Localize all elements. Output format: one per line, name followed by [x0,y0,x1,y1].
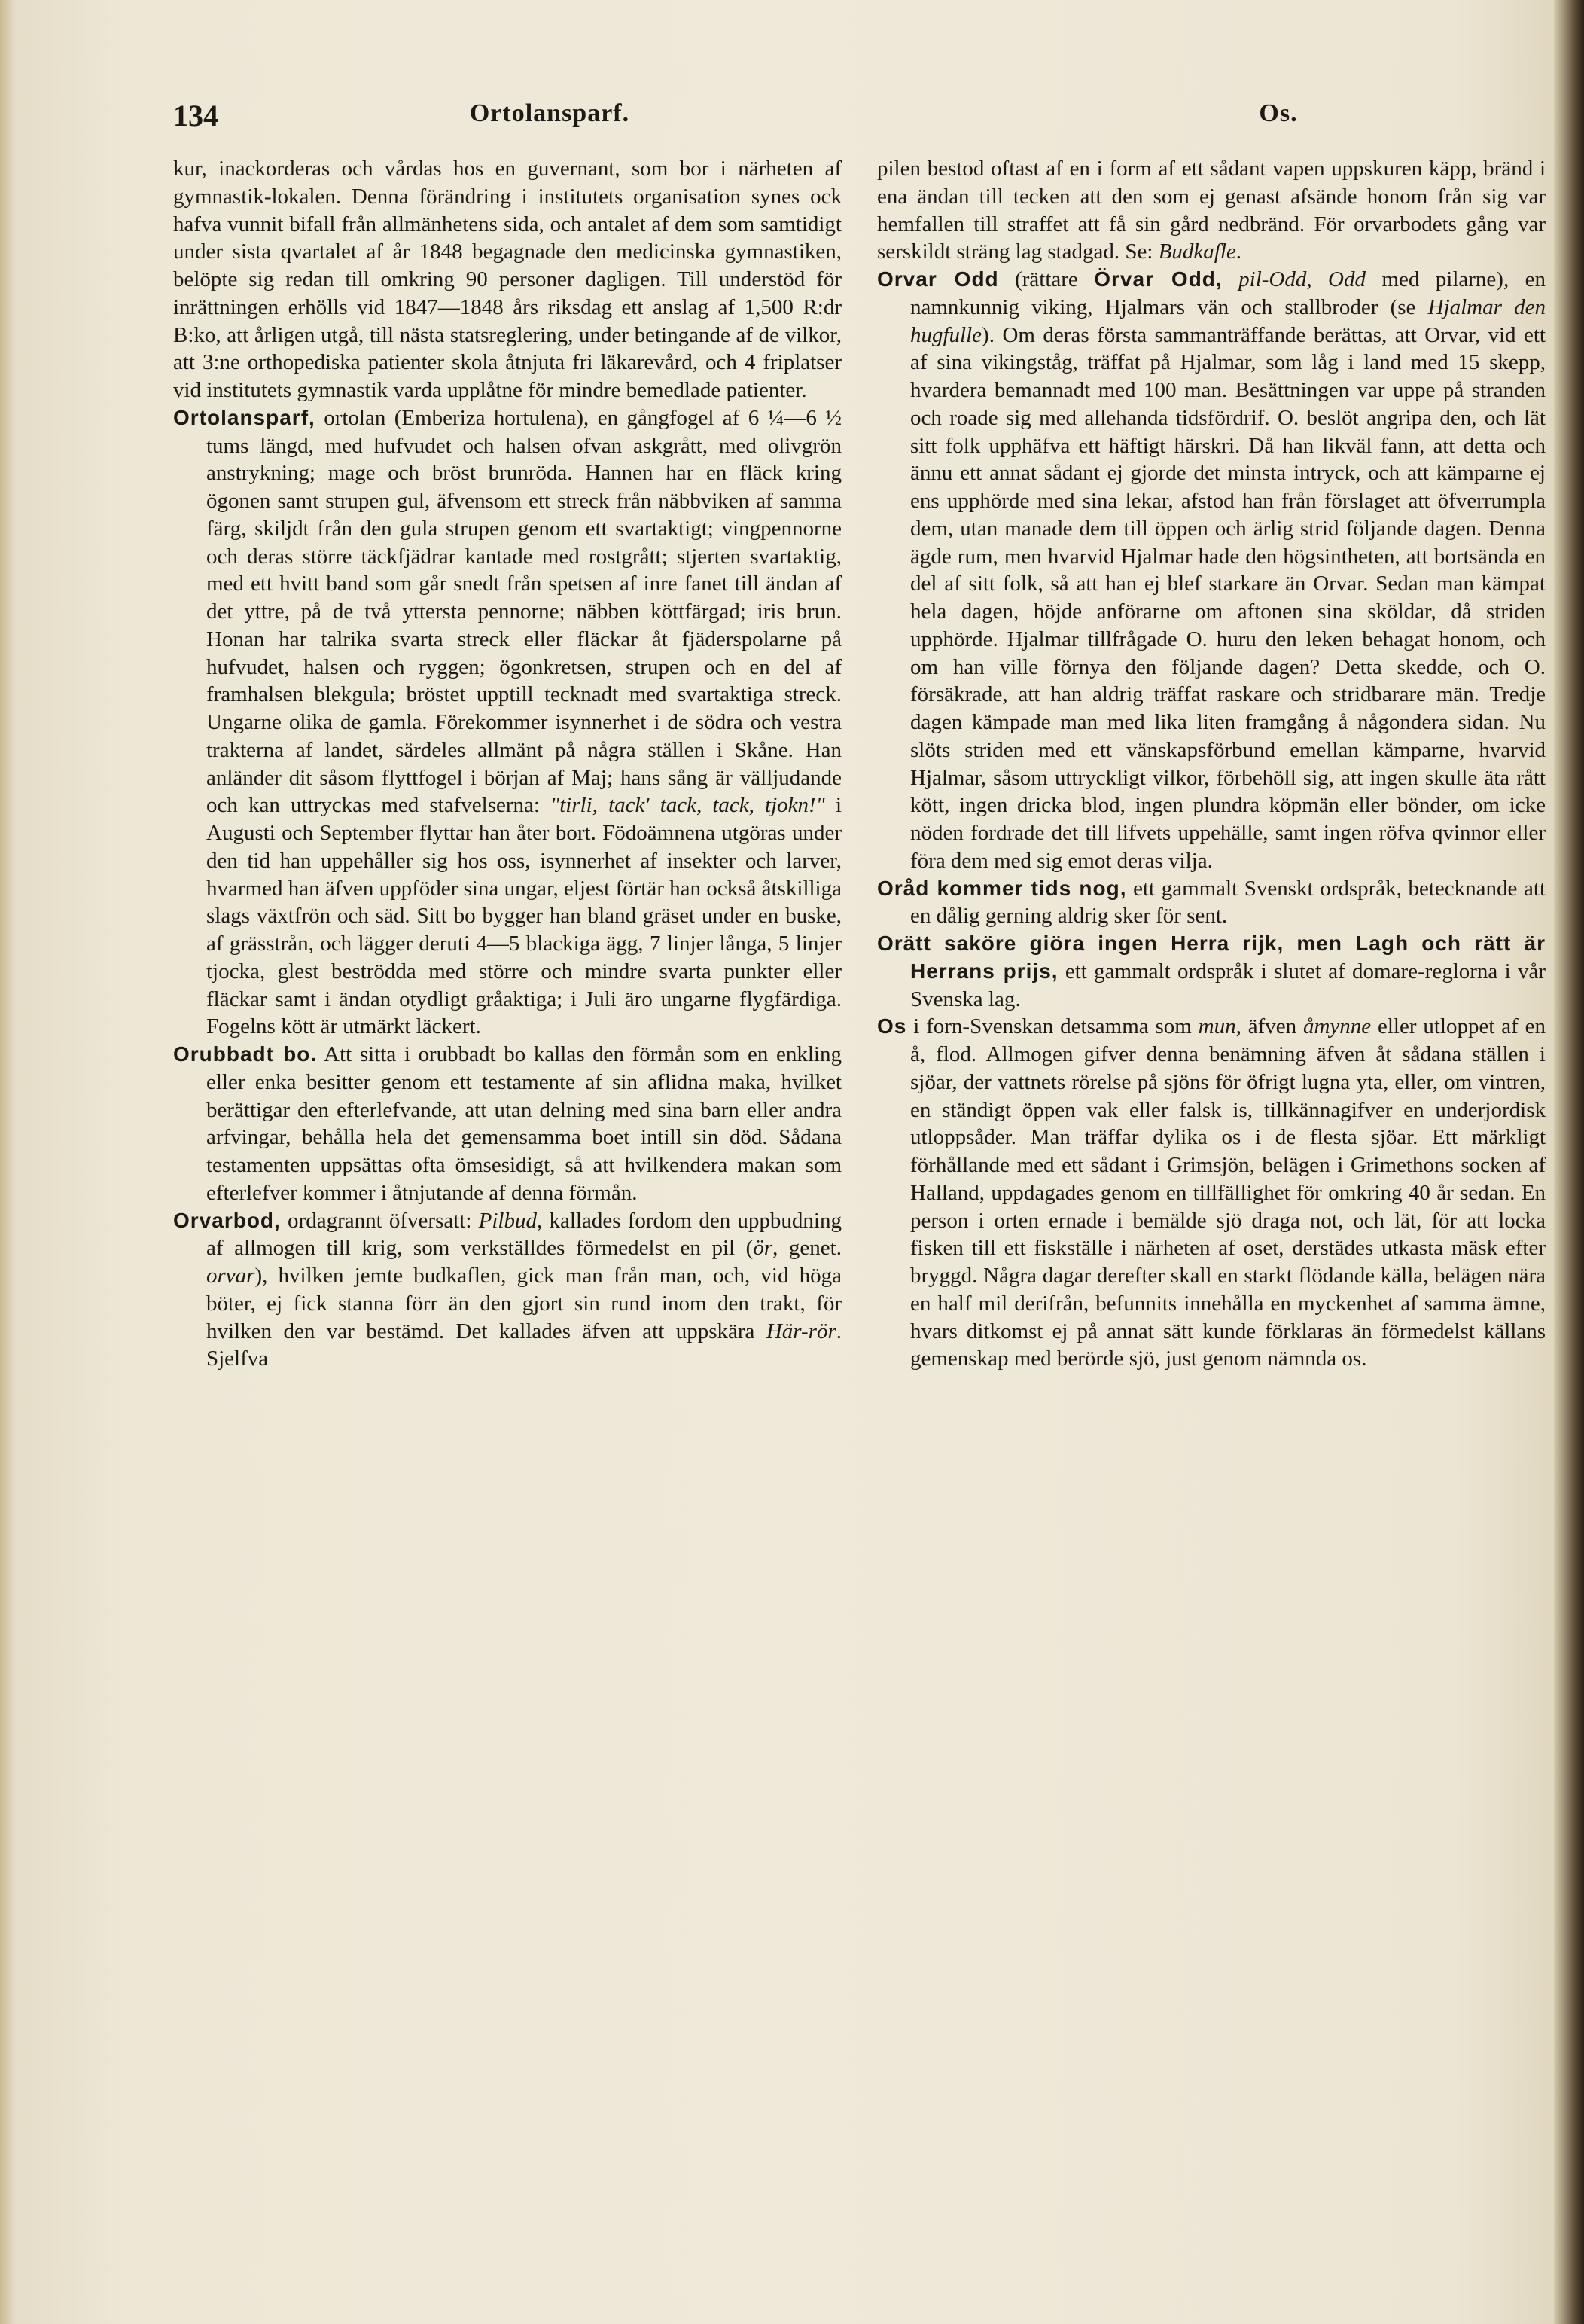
entry-italic: Budkafle [1158,239,1236,264]
entry-headword: Orubbadt bo. [173,1042,318,1066]
entry-headword: Orvar Odd [877,267,999,291]
entry-oratt-sakore [877,930,1546,1013]
entry-body: med pilarne), en namnkunnig viking, Hjalmars vän och stallbroder (se [910,267,1546,319]
page-number: 134 [173,99,218,133]
entry-italic: mun [1198,1014,1236,1039]
entry-body: eller utloppet af en å, flod. Allmogen gifver denna benämning äfven åt sådana ställen i sjöar, der vattnets rörelse på sjöns för öfrigt lugna yta, eller, om vintren, en ständigt öppen vak eller falsk is, tillkännagifver en underjordisk utloppsåder. Man träffar dylika os i de flesta sjöar. Ett märkligt förhållande med ett sådant i Grimsjön, belägen i Grimethons socken af Halland, uppdagades genom en tillfällighet för omkring 40 år sedan. En person i orten ernade i bemälde sjö draga not, och lät, för att locka fisken till ett fiskställe i närheten af oset, derstädes utkasta mäsk efter bryggd. Några dagar derefter skall en starkt flödande källa, belägen nära en half mil derifrån, befunnits innehålla en myckenhet af samma ämne, hvars ditkomst ej på annat sätt kunde förklaras än förmedelst källans gemenskap med berörde sjö, just genom nämnda os. [910,1014,1546,1371]
entry-alt-headword: Örvar Odd, [1094,267,1223,291]
entry-body: ett gammalt Svenskt ordspråk, betecknande att en dålig gerning aldrig sker för sent. [910,876,1546,929]
entry-italic: ör [753,1236,773,1261]
entry-ortolansparf [173,404,842,1041]
right-running-headword: Os. [1259,99,1298,127]
continuation-text [877,155,1546,266]
entry-headword: Orätt saköre giöra ingen Herra rijk, men Lagh och rätt är Herrans prijs, [877,932,1546,983]
entry-headword: Ortolansparf, [173,405,315,429]
continuation-text [173,155,842,404]
entry-italic: Pilbud [478,1208,537,1233]
page-left-edge [0,0,15,2324]
entry-italic: Hjalmar den hugfulle [910,294,1546,347]
entry-italic: pil-Odd [1238,267,1307,291]
entry-italic: "tirli, tack' tack, tack, tjokn!" [550,793,825,818]
entry-body: , [1306,267,1329,291]
entry-body: , äfven [1235,1014,1303,1039]
entry-orvarbod [173,1207,842,1374]
entry-orvar-odd [877,266,1546,875]
book-binding-edge [1554,0,1584,2324]
entry-body [1223,267,1238,291]
entry-italic: Odd [1328,267,1366,291]
entry-body: ), hvilken jemte budkaflen, gick man från man, och, vid höga böter, ej fick stanna förr än den gjort sin rund inom den trakt, för hvilken den var bestämd. Det kallades äfven att uppskära [206,1264,842,1343]
entry-body: . [1235,239,1242,264]
entry-italic: åmynne [1302,1014,1372,1039]
entry-italic: orvar [206,1264,255,1288]
entry-body: pilen bestod oftast af en i form af ett sådant vapen uppskuren käpp, bränd i ena ändan till tecken att den som ej genast afsände honom från sig var hemfallen till straffet att få sin gård nedbränd. För orvarbodets gång var serskildt sträng lag stadgad. Se: [877,157,1546,264]
entry-italic: Här-rör [766,1319,836,1343]
entry-orad-kommer [877,875,1546,931]
entry-body: ). Om deras första sammanträffande berättas, att Orvar, vid ett af sina vikingståg, träffat på Hjalmar, som låg i land med 15 skepp, hvardera bemannadt med 100 man. Besättningen var uppe på stranden och roade sig med allehanda tidsfördrif. O. beslöt angripa den, och lät sitt folk upphäfva ett häftigt härskri. Då han likväl fann, att detta och ännu ett annat sådant ej gjorde det minsta intryck, och att kämparne ej ens upphörde med sina lekar, afstod han från förslaget att öfverrumpla dem, utan manade dem till öppen och ärlig strid följande dagen. Denna ägde rum, men hvarvid Hjalmar hade den högsintheten, att bortsända en del af sitt folk, så att han ej blef starkare än Orvar. Sedan man kämpat hela dagen, höjde anförarne om aftonen sina sköldar, då striden upphörde. Hjalmar tillfrågade O. huru den leken behagat honom, och om han ville förnya den följande dagen? Detta skedde, och O. försäkrade, att han aldrig träffat raskare och stridbarare män. Tredje dagen kämpade man med lika liten framgång å någondera sidan. Nu slöts striden med ett vänskapsförbund emellan kämparne, hvarvid Hjalmar, såsom uttryckligt vilkor, förbehöll sig, att ingen skulle äta rått kött, ingen dricka blod, ingen plundra köpmän eller bönder, om icke nöden fordrade det till lifvets uppehälle, samt ingen röfva qvinnor eller föra dem med sig emot deras vilja. [910,322,1546,873]
left-running-headword: Ortolansparf. [469,99,630,127]
entry-body: . Sjelfva [206,1319,842,1371]
entry-body: i forn-Svenskan detsamma som [906,1014,1199,1039]
entry-orubbadt-bo [173,1041,842,1207]
entry-headword: Oråd kommer tids nog, [877,876,1127,900]
entry-body: (rättare [998,267,1095,291]
entry-body: ett gammalt ordspråk i slutet af domare-reglorna i vår Svenska lag. [910,959,1546,1011]
entry-body: , kallades fordom den uppbudning af allmogen till krig, som verkställdes förmedelst en pil ( [206,1208,842,1261]
entry-body: Att sitta i orubbadt bo kallas den förmån som en enkling eller enka besitter genom ett testamente af sin aflidna maka, hvilket berättigar den efterlefvande, att utan delning med sina barn eller andra arfvingar, behålla hela det gemensamma boet intill sin död. Sådana testamenten uppsättas ofta ömsesidigt, så att hvilkendera makan som efterlefver kommer i åtnjutande af denna förmån. [206,1042,842,1205]
entry-body: kur, inackorderas och vårdas hos en guvernant, som bor i närheten af gymnastik-lokalen. Denna förändring i institutets organisation synes ock hafva vunnit bifall från allmänhetens sida, och antalet af dem som samtidigt under sista qvartalet af år 1848 begagnade den medicinska gymnastiken, belöpte sig redan till omkring 90 personer dagligen. Till understöd för inrättningen erhölls vid 1847—1848 års riksdag ett anslag af 1,500 R:dr B:ko, att årligen utgå, till nästa statsreglering, under betingande af de vilkor, att 3:ne orthopediska patienter skola åtnjuta fri läkarevård, och 4 friplatser vid institutets gymnastik varda upplåtne för mindre bemedlade patienter. [173,157,842,402]
entry-os [877,1013,1546,1373]
right-column [877,155,1546,1373]
running-header [173,98,1540,143]
entry-body: ordagrannt öfversatt: [280,1208,479,1233]
entry-body: , genet. [772,1236,842,1261]
entry-headword: Orvarbod, [173,1208,281,1232]
left-column [173,155,842,1373]
entry-body: i Augusti och September flyttar han åter bort. Födoämnena utgöras under den tid han uppehåller sig hos oss, isynnerhet af insekter och larver, hvarmed han äfven uppföder sina ungar, eljest förtär han också åtskilliga slags växtfrön och säd. Sitt bo bygger han bland gräset under en buske, af grässtrån, och lägger deruti 4—5 blackiga ägg, 7 linjer långa, 5 linjer tjocka, glest beströdda med större och mindre svarta punkter eller fläckar samt i ändan otydligt gråaktiga; i Juli äro ungarne flygfärdiga. Fogelns kött är utmärkt läckert. [206,793,842,1039]
entry-headword: Os [877,1014,907,1038]
entry-body: ortolan (Emberiza hortulena), en gångfogel af 6 ¼—6 ½ tums längd, med hufvudet och halsen ofvan askgrått, med olivgrön anstrykning; mage och bröst brunröda. Hannen har en fläck kring ögonen samt strupen gul, äfvensom ett streck från näbbviken af samma färg, skiljdt från den gula strupen genom ett svartaktigt; vingpennorne och deras större täckfjädrar kantade med rostgrått; stjerten svartaktig, med ett hvitt band som går snedt från spetsen af inre fanet till ändan af det yttre, på de två yttersta pennorne; näbben köttfärgad; iris brun. Honan har talrika svarta streck eller fläckar åt fjäderspolarne på hufvudet, halsen och ryggen; ögonkretsen, strupen och en del af framhalsen blekgula; bröstet upptill tecknadt med svartaktiga streck. Ungarne olika de gamla. Förekommer isynnerhet i de södra och vestra trakterna af landet, särdeles allmänt på några ställen i Skåne. Han anländer dit såsom flyttfogel i början af Maj; hans sång är välljudande och kan uttryckas med stafvelserna: [206,405,842,818]
